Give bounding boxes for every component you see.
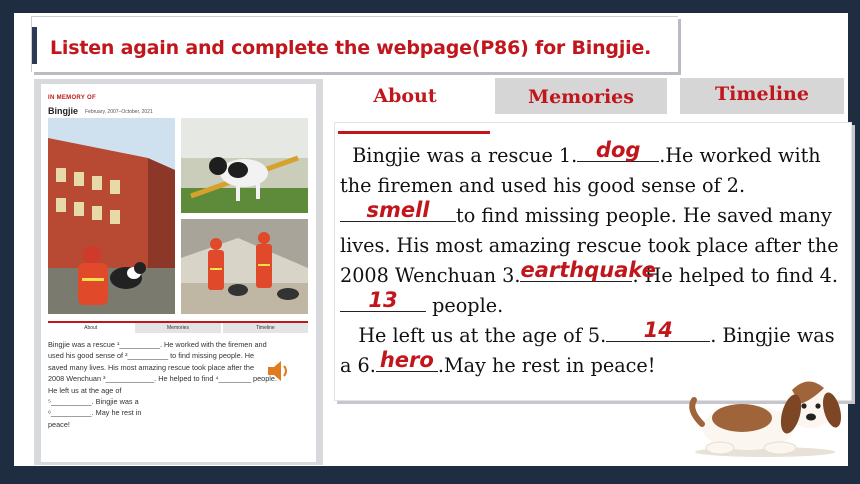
book-line: ⁵__________. Bingjie was a — [48, 397, 139, 407]
text-segment: He left us at the age of 5. — [358, 324, 607, 347]
text-segment: .He worked with the firemen and used his good sense of 2. — [340, 144, 821, 197]
text-segment: . He helped to find 4. — [632, 264, 838, 287]
blank-2[interactable] — [340, 198, 456, 222]
tab-memories[interactable]: Memories — [495, 78, 667, 114]
book-line: Bingjie was a rescue ¹__________. He worked with the firemen and — [48, 340, 267, 349]
answer-6: hero — [379, 348, 434, 372]
speaker-icon[interactable] — [265, 358, 291, 384]
answer-2: smell — [366, 198, 430, 222]
answer-1: dog — [595, 138, 641, 162]
active-tab-indicator — [338, 131, 490, 134]
book-line: ⁶__________. May he rest in — [48, 408, 142, 418]
blank-5[interactable] — [606, 318, 710, 342]
book-line: peace! — [48, 419, 70, 429]
text-segment: .May he rest in peace! — [437, 354, 656, 377]
book-tab-about: About — [84, 325, 98, 331]
book-tab-memories: Memories — [135, 323, 220, 333]
book-line: used his good sense of ²__________ to find missing people. He — [48, 351, 255, 361]
instruction-title: Listen again and complete the webpage(P86) for Bingjie. — [50, 37, 652, 59]
book-memory-label: IN MEMORY OF — [48, 95, 96, 101]
book-dog-name: Bingjie — [48, 106, 79, 116]
text-segment: people. — [426, 294, 504, 317]
book-tab-timeline: Timeline — [223, 323, 308, 333]
book-line: He left us at the age of — [48, 385, 122, 395]
rescue-photos — [48, 118, 308, 314]
tab-timeline[interactable]: Timeline — [680, 78, 844, 114]
book-tabs — [48, 321, 308, 333]
banner-accent-bar — [32, 27, 37, 64]
text-segment: to find missing people. He saved many lives. His most amazing rescue took place after the 2008 Wenchuan 3. — [340, 204, 839, 287]
text-segment: Bingjie was a rescue 1. — [352, 144, 578, 167]
puppy-illustration — [680, 370, 850, 460]
blank-3[interactable] — [520, 258, 656, 282]
answer-5: 14 — [643, 318, 673, 342]
instruction-banner — [31, 16, 678, 72]
book-line: 2008 Wenchuan ³____________. He helped to find ⁴________ people. — [48, 374, 277, 384]
text-segment: . Bingjie was a 6. — [340, 324, 835, 377]
blank-1[interactable] — [577, 138, 659, 162]
answer-4: 13 — [368, 288, 398, 312]
textbook-page — [34, 79, 323, 465]
answer-3: earthquake — [520, 258, 656, 282]
book-paragraph — [48, 339, 293, 430]
book-line: saved many lives. His most amazing rescue took place after the — [48, 362, 255, 372]
slide — [14, 13, 848, 466]
tab-about[interactable]: About — [335, 78, 475, 114]
about-paragraph — [340, 138, 840, 381]
blank-4[interactable] — [340, 288, 426, 312]
blank-6[interactable] — [376, 348, 438, 372]
book-dates: February, 2007–October, 2021 — [85, 109, 153, 115]
